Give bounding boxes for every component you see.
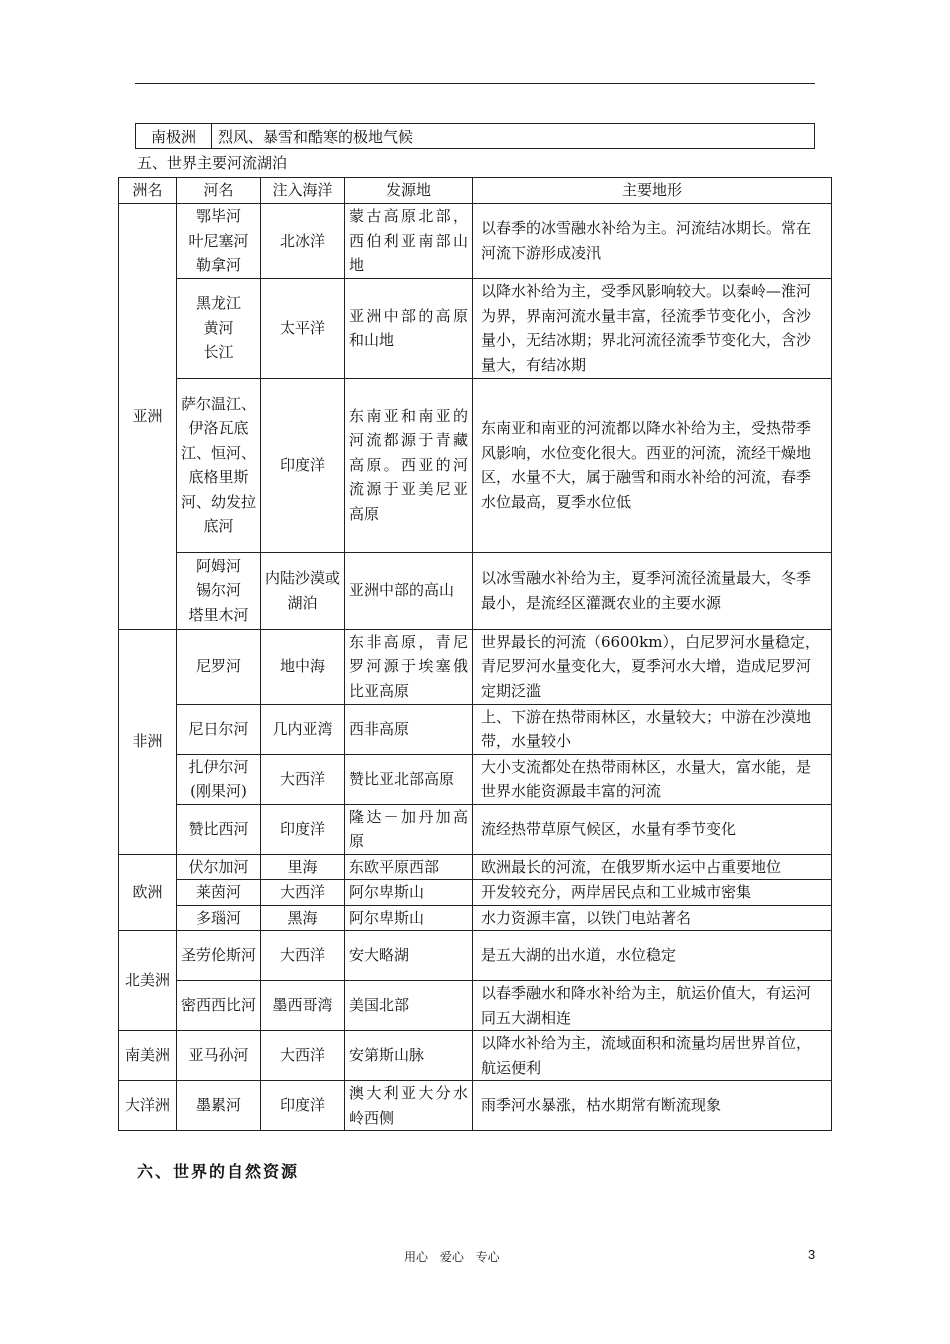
river-feature: 开发较充分，两岸居民点和工业城市密集 <box>473 880 832 906</box>
river-feature: 欧洲最长的河流，在俄罗斯水运中占重要地位 <box>473 854 832 880</box>
continent-cell: 南极洲 <box>136 124 212 149</box>
river-name: 赞比西河 <box>177 804 261 854</box>
table-row <box>119 754 832 804</box>
section-title: 五、世界主要河流湖泊 <box>137 154 288 172</box>
river-source: 东南亚和南亚的河流都源于青藏高原。西亚的河流源于亚美尼亚高原 <box>345 378 473 552</box>
river-feature: 东南亚和南亚的河流都以降水补给为主，受热带季风影响，水位变化很大。西亚的河流，流经干燥地区，水量不大，属于融雪和雨水补给的河流，春季水位最高，夏季水位低 <box>473 378 832 552</box>
river-name: 阿姆河 锡尔河 塔里木河 <box>177 552 261 629</box>
river-source: 蒙古高原北部，西伯利亚南部山地 <box>345 204 473 279</box>
table-row <box>119 204 832 279</box>
table-row <box>119 981 832 1031</box>
river-ocean: 大西洋 <box>261 1031 345 1081</box>
river-ocean: 大西洋 <box>261 754 345 804</box>
rivers-table <box>118 177 832 1131</box>
section-title: 六、世界的自然资源 <box>137 1162 300 1181</box>
header-ocean: 注入海洋 <box>261 178 345 204</box>
river-feature: 以春季融水和降水补给为主，航运价值大，有运河同五大湖相连 <box>473 981 832 1031</box>
antarctica-table <box>135 123 815 149</box>
river-ocean: 大西洋 <box>261 931 345 981</box>
river-feature: 是五大湖的出水道，水位稳定 <box>473 931 832 981</box>
river-source: 东非高原，青尼罗河源于埃塞俄比亚高原 <box>345 629 473 704</box>
river-name: 莱茵河 <box>177 880 261 906</box>
river-name: 圣劳伦斯河 <box>177 931 261 981</box>
continent-cell: 南美洲 <box>119 1031 177 1081</box>
header-rule <box>135 83 815 84</box>
river-source: 亚洲中部的高原和山地 <box>345 278 473 378</box>
river-ocean: 印度洋 <box>261 1081 345 1131</box>
table-row <box>119 804 832 854</box>
table-row <box>119 854 832 880</box>
continent-cell: 亚洲 <box>119 204 177 630</box>
river-feature: 世界最长的河流（6600km），白尼罗河水量稳定，青尼罗河水量变化大，夏季河水大增，造成尼罗河定期泛滥 <box>473 629 832 704</box>
river-name: 扎伊尔河 (刚果河) <box>177 754 261 804</box>
river-feature: 以降水补给为主，流域面积和流量均居世界首位，航运便利 <box>473 1031 832 1081</box>
river-feature: 大小支流都处在热带雨林区，水量大，富水能，是世界水能资源最丰富的河流 <box>473 754 832 804</box>
table-row <box>119 704 832 754</box>
river-name: 尼罗河 <box>177 629 261 704</box>
river-source: 阿尔卑斯山 <box>345 905 473 931</box>
river-feature: 雨季河水暴涨，枯水期常有断流现象 <box>473 1081 832 1131</box>
table-row <box>119 552 832 629</box>
river-name: 尼日尔河 <box>177 704 261 754</box>
river-source: 东欧平原西部 <box>345 854 473 880</box>
river-source: 美国北部 <box>345 981 473 1031</box>
river-name: 密西西比河 <box>177 981 261 1031</box>
river-feature: 水力资源丰富，以铁门电站著名 <box>473 905 832 931</box>
river-ocean: 印度洋 <box>261 804 345 854</box>
river-source: 亚洲中部的高山 <box>345 552 473 629</box>
river-feature: 以冰雪融水补给为主，夏季河流径流量最大，冬季最小，是流经区灌溉农业的主要水源 <box>473 552 832 629</box>
river-feature: 流经热带草原气候区，水量有季节变化 <box>473 804 832 854</box>
header-river: 河名 <box>177 178 261 204</box>
table-row <box>136 124 815 149</box>
table-row <box>119 905 832 931</box>
river-ocean: 地中海 <box>261 629 345 704</box>
river-name: 鄂毕河 叶尼塞河 勒拿河 <box>177 204 261 279</box>
river-name: 伏尔加河 <box>177 854 261 880</box>
river-source: 安第斯山脉 <box>345 1031 473 1081</box>
continent-cell: 非洲 <box>119 629 177 854</box>
table-row <box>119 1031 832 1081</box>
river-source: 赞比亚北部高原 <box>345 754 473 804</box>
river-ocean: 太平洋 <box>261 278 345 378</box>
river-ocean: 印度洋 <box>261 378 345 552</box>
river-feature: 以降水补给为主，受季风影响较大。以秦岭—淮河为界，界南河流水量丰富，径流季节变化小，含沙量小，无结冰期；界北河流径流季节变化大，含沙量大，有结冰期 <box>473 278 832 378</box>
river-ocean: 墨西哥湾 <box>261 981 345 1031</box>
table-row <box>119 880 832 906</box>
river-source: 阿尔卑斯山 <box>345 880 473 906</box>
table-row <box>119 378 832 552</box>
river-name: 墨累河 <box>177 1081 261 1131</box>
river-ocean: 北冰洋 <box>261 204 345 279</box>
table-row <box>119 278 832 378</box>
river-name: 多瑙河 <box>177 905 261 931</box>
page-number: 3 <box>808 1247 816 1262</box>
table-header-row <box>119 178 832 204</box>
river-ocean: 几内亚湾 <box>261 704 345 754</box>
river-source: 澳大利亚大分水岭西侧 <box>345 1081 473 1131</box>
continent-cell: 大洋洲 <box>119 1081 177 1131</box>
river-source: 隆达－加丹加高原 <box>345 804 473 854</box>
river-ocean: 大西洋 <box>261 880 345 906</box>
river-name: 黑龙江 黄河 长江 <box>177 278 261 378</box>
header-source: 发源地 <box>345 178 473 204</box>
header-continent: 洲名 <box>119 178 177 204</box>
table-row <box>119 1081 832 1131</box>
table-row <box>119 931 832 981</box>
river-feature: 上、下游在热带雨林区，水量较大；中游在沙漠地带，水量较小 <box>473 704 832 754</box>
table-row <box>119 629 832 704</box>
river-ocean: 黑海 <box>261 905 345 931</box>
river-feature: 以春季的冰雪融水补给为主。河流结冰期长。常在河流下游形成凌汛 <box>473 204 832 279</box>
river-source: 安大略湖 <box>345 931 473 981</box>
climate-cell: 烈风、暴雪和酷寒的极地气候 <box>212 124 815 149</box>
continent-cell: 欧洲 <box>119 854 177 931</box>
river-source: 西非高原 <box>345 704 473 754</box>
river-ocean: 内陆沙漠或湖泊 <box>261 552 345 629</box>
page-footer: 用心 爱心 专心 <box>404 1250 500 1264</box>
river-name: 亚马孙河 <box>177 1031 261 1081</box>
river-ocean: 里海 <box>261 854 345 880</box>
river-name: 萨尔温江、伊洛瓦底江、恒河、底格里斯河、幼发拉底河 <box>177 378 261 552</box>
continent-cell: 北美洲 <box>119 931 177 1031</box>
header-feature: 主要地形 <box>473 178 832 204</box>
